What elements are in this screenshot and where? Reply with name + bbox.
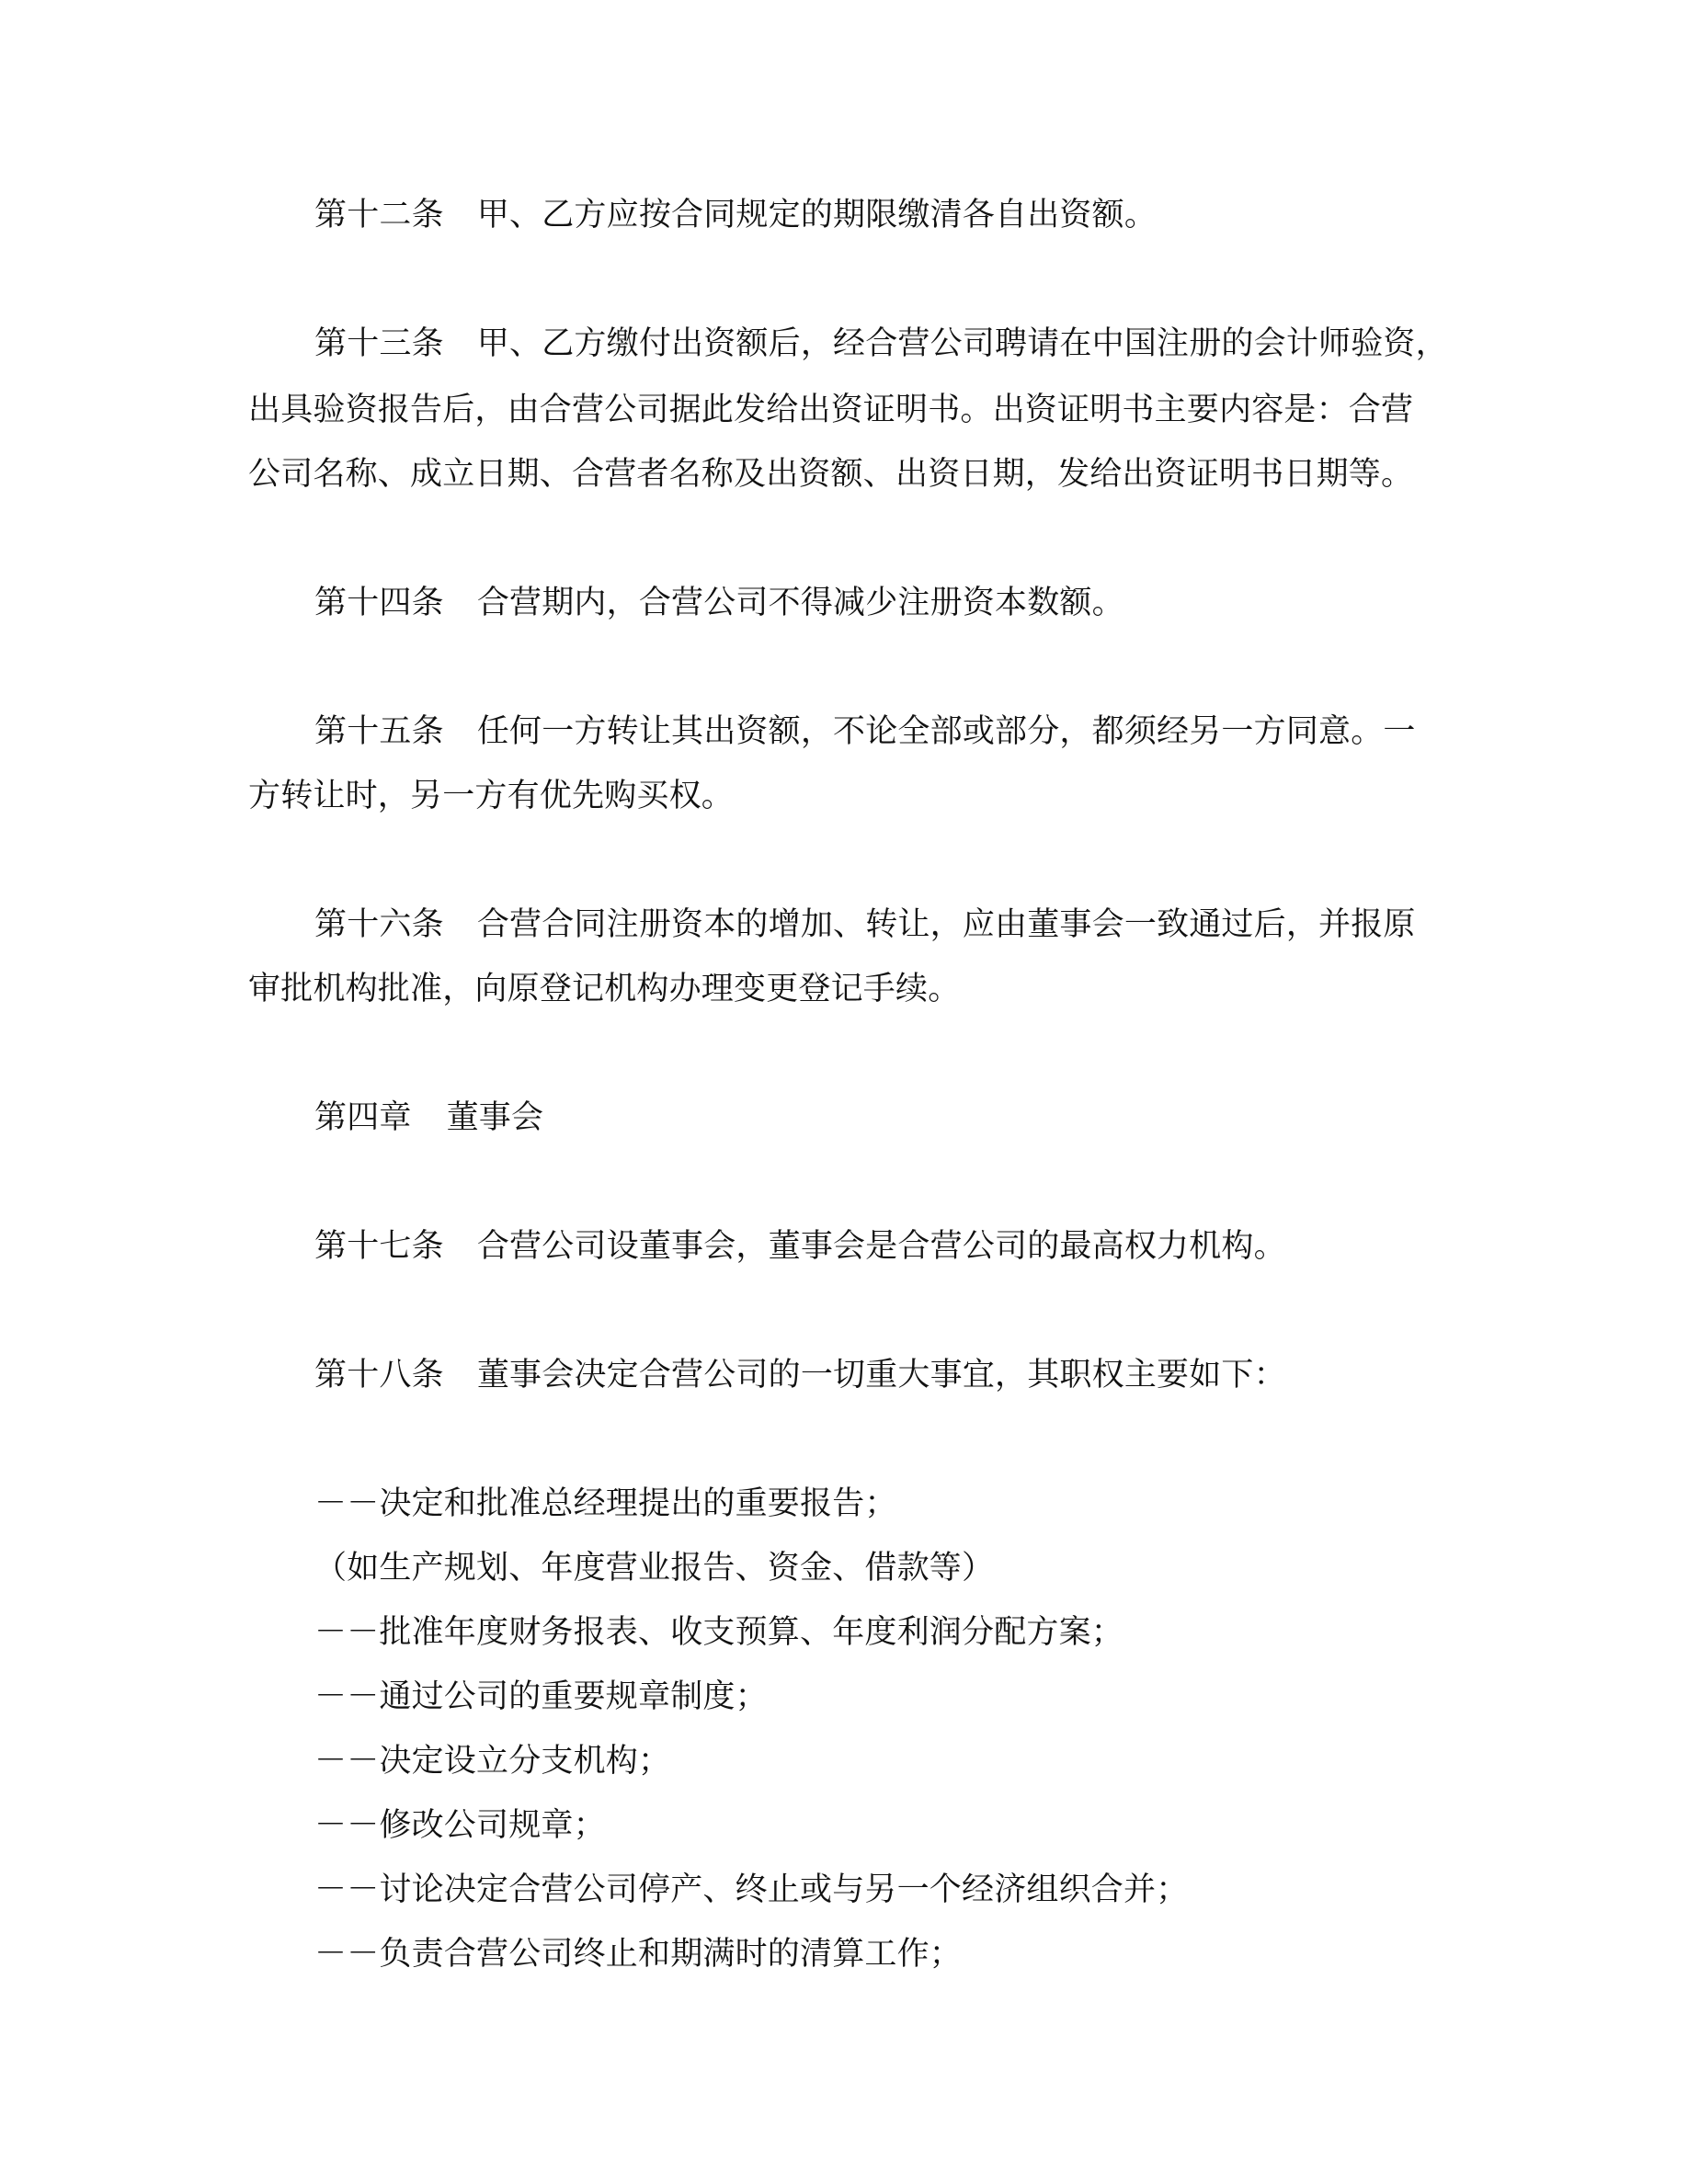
article-number: 第十六条 bbox=[314, 906, 444, 943]
article-16-line-2: 审批机构批准，向原登记机构办理变更登记手续。 bbox=[248, 971, 961, 1007]
article-number: 第十三条 bbox=[314, 325, 444, 362]
article-14 bbox=[314, 583, 1510, 623]
article-text: 甲、乙方应按合同规定的期限缴清各自出资额。 bbox=[476, 197, 1158, 233]
chapter-title: 董事会 bbox=[446, 1099, 544, 1136]
power-item: －－通过公司的重要规章制度； bbox=[314, 1678, 768, 1715]
power-item: －－决定和批准总经理提出的重要报告； bbox=[314, 1485, 897, 1522]
article-text: 董事会决定合营公司的一切重大事宜，其职权主要如下： bbox=[476, 1357, 1286, 1393]
power-item: －－决定设立分支机构； bbox=[314, 1743, 671, 1780]
article-number: 第十七条 bbox=[314, 1228, 444, 1265]
article-text: 合营合同注册资本的增加、转让，应由董事会一致通过后，并报原 bbox=[476, 906, 1416, 943]
power-item: －－修改公司规章； bbox=[314, 1807, 606, 1844]
power-item: －－讨论决定合营公司停产、终止或与另一个经济组织合并； bbox=[314, 1871, 1189, 1908]
article-13-line-2: 出具验资报告后，由合营公司据此发给出资证明书。出资证明书主要内容是：合营 bbox=[248, 392, 1414, 428]
article-15-line-1 bbox=[314, 711, 1510, 752]
article-number: 第十八条 bbox=[314, 1357, 444, 1393]
chapter-heading bbox=[314, 1098, 1510, 1138]
article-13-line-3: 公司名称、成立日期、合营者名称及出资额、出资日期，发给出资证明书日期等。 bbox=[248, 456, 1414, 493]
article-text: 合营公司设董事会，董事会是合营公司的最高权力机构。 bbox=[476, 1228, 1286, 1265]
article-16-line-1 bbox=[314, 904, 1510, 945]
power-item: －－批准年度财务报表、收支预算、年度利润分配方案； bbox=[314, 1614, 1124, 1651]
article-13-line-1 bbox=[314, 324, 1510, 364]
article-text: 任何一方转让其出资额，不论全部或部分，都须经另一方同意。一 bbox=[476, 713, 1416, 750]
article-number: 第十五条 bbox=[314, 713, 444, 750]
article-12 bbox=[314, 195, 1510, 235]
article-number: 第十二条 bbox=[314, 197, 444, 233]
power-item-note: （如生产规划、年度营业报告、资金、借款等） bbox=[314, 1550, 995, 1587]
article-17 bbox=[314, 1226, 1510, 1267]
power-item: －－负责合营公司终止和期满时的清算工作； bbox=[314, 1936, 963, 1973]
chapter-number: 第四章 bbox=[314, 1099, 412, 1136]
article-18 bbox=[314, 1355, 1510, 1395]
article-number: 第十四条 bbox=[314, 585, 444, 621]
article-text: 甲、乙方缴付出资额后，经合营公司聘请在中国注册的会计师验资， bbox=[476, 325, 1448, 362]
article-15-line-2: 方转让时，另一方有优先购买权。 bbox=[248, 778, 735, 814]
article-text: 合营期内，合营公司不得减少注册资本数额。 bbox=[476, 585, 1124, 621]
